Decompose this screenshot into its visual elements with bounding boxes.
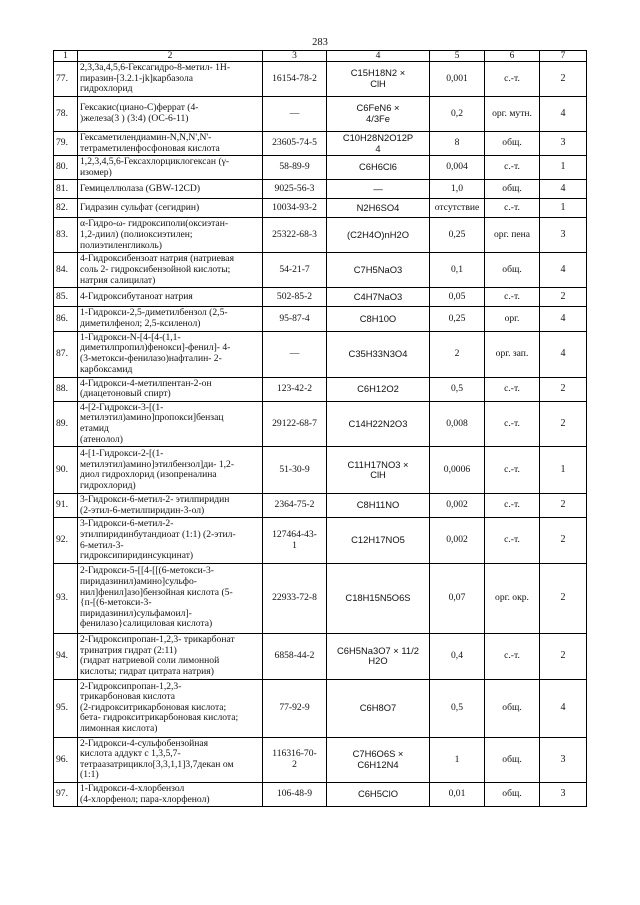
table-row [54, 156, 587, 180]
row-number: 87. [54, 331, 78, 377]
cas-number: 116316-70- 2 [263, 737, 327, 782]
row-number: 80. [54, 156, 78, 180]
limit-value: 0,25 [430, 307, 485, 331]
column-header: 6 [485, 51, 540, 62]
chemical-formula: C8H11NO [327, 494, 430, 518]
chemical-formula: C6H5ClO [327, 783, 430, 807]
column-header: 1 [54, 51, 78, 62]
chemical-formula: C6FeN6 × 4/3Fe [327, 97, 430, 132]
cas-number: 54-21-7 [263, 253, 327, 288]
limit-value: 0,4 [430, 633, 485, 679]
hazard-class: 2 [540, 401, 587, 446]
substance-name: 4-[2-Гидрокси-3-[(1- метилэтил)амино]пропокси]бензац етамид (атенолол) [78, 401, 263, 446]
table-row [54, 737, 587, 782]
hazard-class: 4 [540, 97, 587, 132]
table-row [54, 307, 587, 331]
limit-value: 1,0 [430, 180, 485, 199]
hazard-class: 3 [540, 783, 587, 807]
hazard-class: 2 [540, 62, 587, 97]
limit-value: 0,001 [430, 62, 485, 97]
hazard-class: 2 [540, 377, 587, 401]
limit-value: 0,05 [430, 288, 485, 307]
limit-value: отсутствие [430, 199, 485, 218]
table-row [54, 447, 587, 494]
row-number: 81. [54, 180, 78, 199]
cas-number: 10034-93-2 [263, 199, 327, 218]
substance-name: 3-Гидрокси-6-метил-2- этилпиридин (2-этил-6-метилпиридин-3-ол) [78, 494, 263, 518]
table-row [54, 132, 587, 156]
harm-sign: общ. [485, 679, 540, 737]
limit-value: 0,002 [430, 494, 485, 518]
row-number: 91. [54, 494, 78, 518]
table-row [54, 253, 587, 288]
limit-value: 0,07 [430, 563, 485, 633]
substance-name: Гексаметилендиамин-N,N,N',N'- тетраметиленфосфоновая кислота [78, 132, 263, 156]
row-number: 84. [54, 253, 78, 288]
harm-sign: общ. [485, 253, 540, 288]
hazard-class: 3 [540, 737, 587, 782]
chemical-formula: C6H6Cl6 [327, 156, 430, 180]
chemical-formula: C15H18N2 × ClH [327, 62, 430, 97]
row-number: 90. [54, 447, 78, 494]
cas-number: — [263, 97, 327, 132]
substance-name: Гидразин сульфат (сегидрин) [78, 199, 263, 218]
harm-sign: с.-т. [485, 401, 540, 446]
substance-name: 4-Гидроксибутаноат натрия [78, 288, 263, 307]
cas-number: 29122-68-7 [263, 401, 327, 446]
chemical-formula: C7H6O6S × C6H12N4 [327, 737, 430, 782]
substance-name: 4-Гидроксибензоат натрия (натриевая соль 2- гидроксибензойной кислоты; натрия салицилат) [78, 253, 263, 288]
chemical-formula: C4H7NaO3 [327, 288, 430, 307]
row-number: 85. [54, 288, 78, 307]
substance-name: 1-Гидрокси-N-[4-[4-(1,1- диметилпропил)фенокси]-фенил]- 4- (3-метокси-фенилазо)нафталин- 2- карбоксамид [78, 331, 263, 377]
substance-name: 2-Гидрокси-4-сульфобензойная кислота аддукт с 1,3,5,7- тетраазатрицикло[3,3,1,1]3,7декан ом (1:1) [78, 737, 263, 782]
table-row [54, 679, 587, 737]
header-row [54, 51, 587, 62]
chemical-formula: C18H15N5O6S [327, 563, 430, 633]
limit-value: 1 [430, 737, 485, 782]
cas-number: 106-48-9 [263, 783, 327, 807]
hazard-class: 2 [540, 563, 587, 633]
cas-number: 51-30-9 [263, 447, 327, 494]
harm-sign: с.-т. [485, 62, 540, 97]
row-number: 97. [54, 783, 78, 807]
limit-value: 0,01 [430, 783, 485, 807]
cas-number: 9025-56-3 [263, 180, 327, 199]
cas-number: 127464-43- 1 [263, 518, 327, 563]
harm-sign: орг. пена [485, 218, 540, 253]
row-number: 95. [54, 679, 78, 737]
table-row [54, 180, 587, 199]
harm-sign: с.-т. [485, 199, 540, 218]
hazard-class: 2 [540, 494, 587, 518]
chemical-formula: C10H28N2O12P 4 [327, 132, 430, 156]
substance-name: 2-Гидроксипропан-1,2,3- трикарбоновая кислота (2-гидрокситрикарбоновая кислота; бета- гидрокситрикарбоновая кислота; лимонная кислота) [78, 679, 263, 737]
column-header: 2 [78, 51, 263, 62]
hazard-class: 3 [540, 218, 587, 253]
table-row [54, 199, 587, 218]
table-row [54, 218, 587, 253]
cas-number: 58-89-9 [263, 156, 327, 180]
table-row [54, 518, 587, 563]
hazard-class: 4 [540, 253, 587, 288]
hazard-class: 3 [540, 132, 587, 156]
cas-number: 77-92-9 [263, 679, 327, 737]
row-number: 82. [54, 199, 78, 218]
row-number: 83. [54, 218, 78, 253]
chemical-formula: N2H6SO4 [327, 199, 430, 218]
harm-sign: с.-т. [485, 288, 540, 307]
harm-sign: общ. [485, 180, 540, 199]
hazard-class: 4 [540, 331, 587, 377]
substance-name: 1-Гидрокси-2,5-диметилбензол (2,5- диметилфенол; 2,5-ксиленол) [78, 307, 263, 331]
limit-value: 0,1 [430, 253, 485, 288]
chemical-formula: C6H8O7 [327, 679, 430, 737]
limit-value: 8 [430, 132, 485, 156]
chemical-formula: C35H33N3O4 [327, 331, 430, 377]
substance-name: Гемицеллюлаза (GBW-12CD) [78, 180, 263, 199]
hazard-class: 2 [540, 518, 587, 563]
limit-value: 2 [430, 331, 485, 377]
cas-number: 6858-44-2 [263, 633, 327, 679]
substance-name: Гексакис(циано-С)феррат (4- )железа(3 ) (3:4) (ОС-6-11) [78, 97, 263, 132]
cas-number: 25322-68-3 [263, 218, 327, 253]
harm-sign: с.-т. [485, 518, 540, 563]
harm-sign: с.-т. [485, 494, 540, 518]
table-row [54, 288, 587, 307]
column-header: 5 [430, 51, 485, 62]
row-number: 78. [54, 97, 78, 132]
table-body [54, 62, 587, 807]
substance-name: 4-Гидрокси-4-метилпентан-2-он (диацетоновый спирт) [78, 377, 263, 401]
table-row [54, 494, 587, 518]
page-number: 283 [312, 37, 328, 48]
harm-sign: общ. [485, 132, 540, 156]
cas-number: 502-85-2 [263, 288, 327, 307]
cas-number: 22933-72-8 [263, 563, 327, 633]
limit-value: 0,2 [430, 97, 485, 132]
substance-name: 2,3,3а,4,5,6-Гексагидро-8-метил- 1Н- пиразин-[3.2.1-jk]карбазола гидрохлорид [78, 62, 263, 97]
harm-sign: с.-т. [485, 377, 540, 401]
harm-sign: орг. окр. [485, 563, 540, 633]
harm-sign: с.-т. [485, 156, 540, 180]
cas-number: 16154-78-2 [263, 62, 327, 97]
chemical-formula: C12H17NO5 [327, 518, 430, 563]
table-row [54, 563, 587, 633]
substance-name: 2-Гидроксипропан-1,2,3- трикарбонат тринатрия гидрат (2:11) (гидрат натриевой соли лимонной кислоты; гидрат цитрата натрия) [78, 633, 263, 679]
limit-value: 0,008 [430, 401, 485, 446]
table-row [54, 377, 587, 401]
row-number: 94. [54, 633, 78, 679]
chemical-formula: C8H10O [327, 307, 430, 331]
row-number: 96. [54, 737, 78, 782]
cas-number: — [263, 331, 327, 377]
harm-sign: орг. [485, 307, 540, 331]
limit-value: 0,002 [430, 518, 485, 563]
column-header: 7 [540, 51, 587, 62]
harm-sign: с.-т. [485, 447, 540, 494]
hazard-class: 4 [540, 679, 587, 737]
limit-value: 0,0006 [430, 447, 485, 494]
harm-sign: орг. зап. [485, 331, 540, 377]
substances-table [53, 50, 587, 807]
row-number: 89. [54, 401, 78, 446]
row-number: 92. [54, 518, 78, 563]
cas-number: 23605-74-5 [263, 132, 327, 156]
chemical-formula: C6H12O2 [327, 377, 430, 401]
table-row [54, 62, 587, 97]
cas-number: 2364-75-2 [263, 494, 327, 518]
substance-name: α-Гидро-ω- гидроксиполи(оксиэтан- 1,2-диил) (полиоксиэтилен; полиэтиленгликоль) [78, 218, 263, 253]
hazard-class: 4 [540, 180, 587, 199]
table-row [54, 401, 587, 446]
hazard-class: 4 [540, 307, 587, 331]
table-row [54, 633, 587, 679]
substance-name: 3-Гидрокси-6-метил-2- этилпиридинбутандиоат (1:1) (2-этил- 6-метил-3- гидроксипиридинсукцинат) [78, 518, 263, 563]
substance-name: 4-[1-Гидрокси-2-[(1- метилэтил)амино]этилбензол]ди- 1,2- диол гидрохлорид (изопреналина гидрохлорид) [78, 447, 263, 494]
hazard-class: 1 [540, 447, 587, 494]
limit-value: 0,5 [430, 377, 485, 401]
chemical-formula: C14H22N2O3 [327, 401, 430, 446]
table-row [54, 97, 587, 132]
harm-sign: орг. мутн. [485, 97, 540, 132]
row-number: 79. [54, 132, 78, 156]
row-number: 86. [54, 307, 78, 331]
cas-number: 123-42-2 [263, 377, 327, 401]
chemical-formula: C6H5Na3O7 × 11/2 H2O [327, 633, 430, 679]
harm-sign: с.-т. [485, 633, 540, 679]
cas-number: 95-87-4 [263, 307, 327, 331]
limit-value: 0,5 [430, 679, 485, 737]
hazard-class: 2 [540, 288, 587, 307]
chemical-formula: C11H17NO3 × ClH [327, 447, 430, 494]
column-header: 4 [327, 51, 430, 62]
substance-name: 1-Гидрокси-4-хлорбензол (4-хлорфенол; пара-хлорфенол) [78, 783, 263, 807]
hazard-class: 1 [540, 156, 587, 180]
table-row [54, 331, 587, 377]
harm-sign: общ. [485, 783, 540, 807]
hazard-class: 1 [540, 199, 587, 218]
limit-value: 0,25 [430, 218, 485, 253]
chemical-formula: C7H5NaO3 [327, 253, 430, 288]
column-header: 3 [263, 51, 327, 62]
chemical-formula: (C2H4O)nH2O [327, 218, 430, 253]
harm-sign: общ. [485, 737, 540, 782]
row-number: 77. [54, 62, 78, 97]
row-number: 88. [54, 377, 78, 401]
row-number: 93. [54, 563, 78, 633]
substance-name: 2-Гидрокси-5-[[4-[[(6-метокси-3- пиридазинил)амино]сульфо- нил]фенил]азо]бензойная кислота (5- {п-[(6-метокси-3- пиридазинил)сульфамоил]- фенилазо}салициловая кислота) [78, 563, 263, 633]
table-row [54, 783, 587, 807]
limit-value: 0,004 [430, 156, 485, 180]
substance-name: 1,2,3,4,5,6-Гексахлорциклогексан (γ- изомер) [78, 156, 263, 180]
chemical-formula: — [327, 180, 430, 199]
hazard-class: 2 [540, 633, 587, 679]
